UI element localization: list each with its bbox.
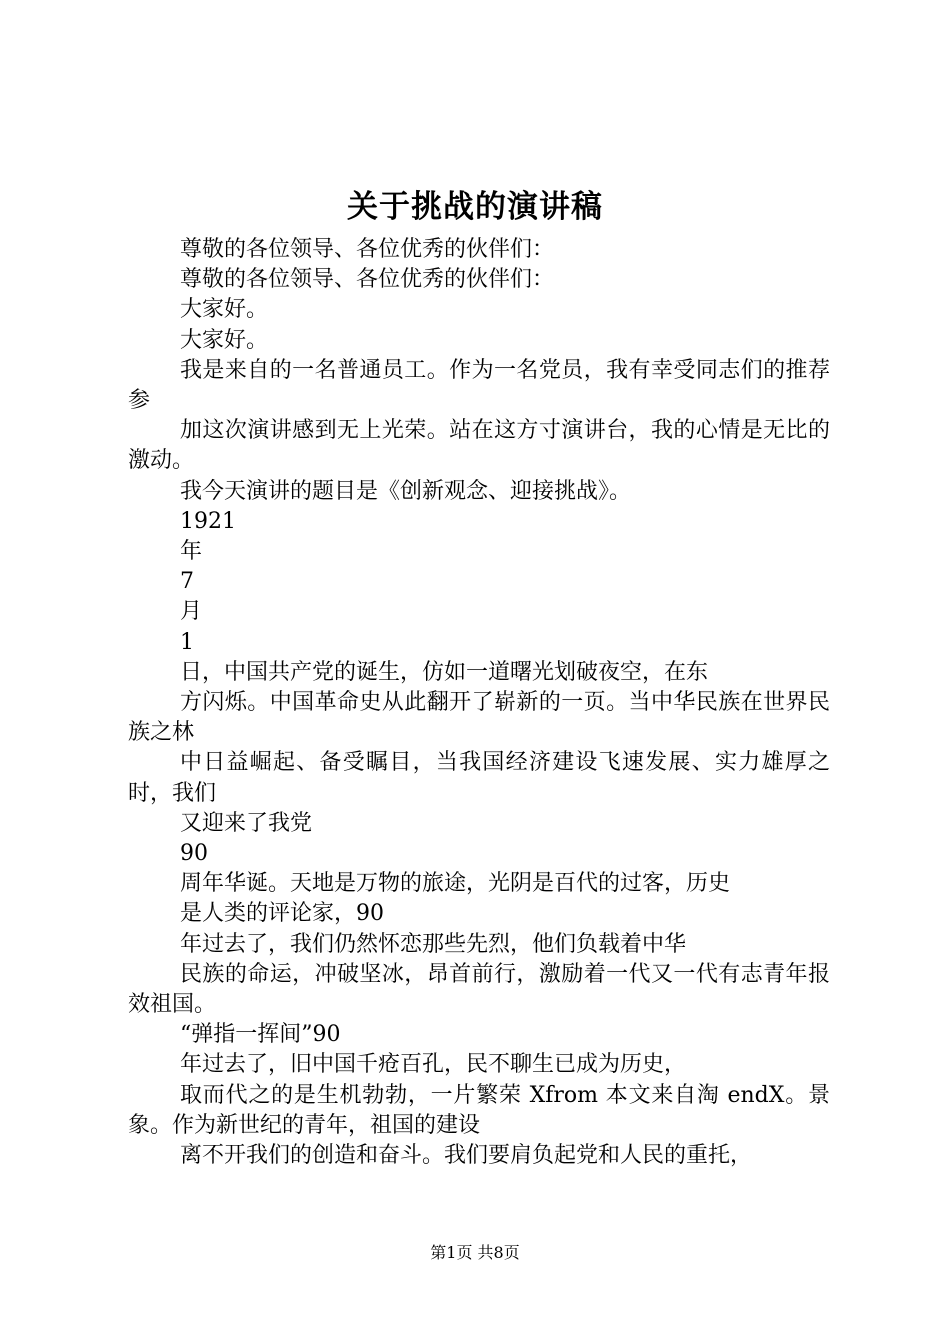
paragraph-line: 是人类的评论家，90 — [180, 901, 384, 927]
paragraph-line: 尊敬的各位领导、各位优秀的伙伴们： — [180, 267, 555, 293]
paragraph-line: 日，中国共产党的诞生，仿如一道曙光划破夜空，在东 — [180, 659, 709, 685]
paragraph-line: 90 — [180, 841, 208, 867]
paragraph-line: 7 — [180, 569, 194, 595]
paragraph-line: 我是来自的一名普通员工。作为一名党员，我有幸受同志们的推荐参 — [128, 357, 830, 414]
paragraph-line: 周年华诞。天地是万物的旅途，光阴是百代的过客，历史 — [180, 871, 731, 897]
paragraph-line: 年过去了，我们仍然怀恋那些先烈，他们负载着中华 — [180, 931, 687, 957]
paragraph-line: 我今天演讲的题目是《创新观念、迎接挑战》。 — [180, 478, 632, 504]
paragraph-line: 民族的命运，冲破坚冰，昂首前行，激励着一代又一代有志青年报效祖国。 — [128, 961, 830, 1018]
document-body — [128, 235, 830, 1171]
paragraph-line: 1921 — [180, 508, 236, 534]
paragraph-line: 尊敬的各位领导、各位优秀的伙伴们： — [180, 237, 555, 262]
paragraph-line: 方闪烁。中国革命史从此翻开了崭新的一页。当中华民族在世界民族之林 — [128, 690, 830, 746]
document-title: 关于挑战的演讲稿 — [347, 189, 603, 225]
paragraph-line: 年 — [180, 539, 203, 565]
paragraph-line: “弹指一挥间”90 — [180, 1022, 341, 1048]
paragraph-line: 加这次演讲感到无上光荣。站在这方寸演讲台，我的心情是无比的激动。 — [128, 418, 830, 474]
paragraph-line: 又迎来了我党 — [180, 810, 313, 836]
page-footer: 第1页 共8页 — [430, 1243, 520, 1262]
paragraph-line: 中日益崛起、备受瞩目，当我国经济建设飞速发展、实力雄厚之时，我们 — [128, 750, 830, 806]
paragraph-line: 取而代之的是生机勃勃，一片繁荣 Xfrom 本文来自淘 endX。景象。作为新世纪的青年，祖国的建设 — [128, 1082, 830, 1138]
paragraph-line: 年过去了，旧中国千疮百孔，民不聊生已成为历史， — [180, 1052, 687, 1078]
paragraph-line: 月 — [180, 599, 203, 625]
paragraph-line: 1 — [180, 629, 194, 655]
paragraph-line: 大家好。 — [180, 327, 269, 353]
paragraph-line: 离不开我们的创造和奋斗。我们要肩负起党和人民的重托， — [180, 1143, 753, 1169]
paragraph-line: 大家好。 — [180, 297, 269, 323]
